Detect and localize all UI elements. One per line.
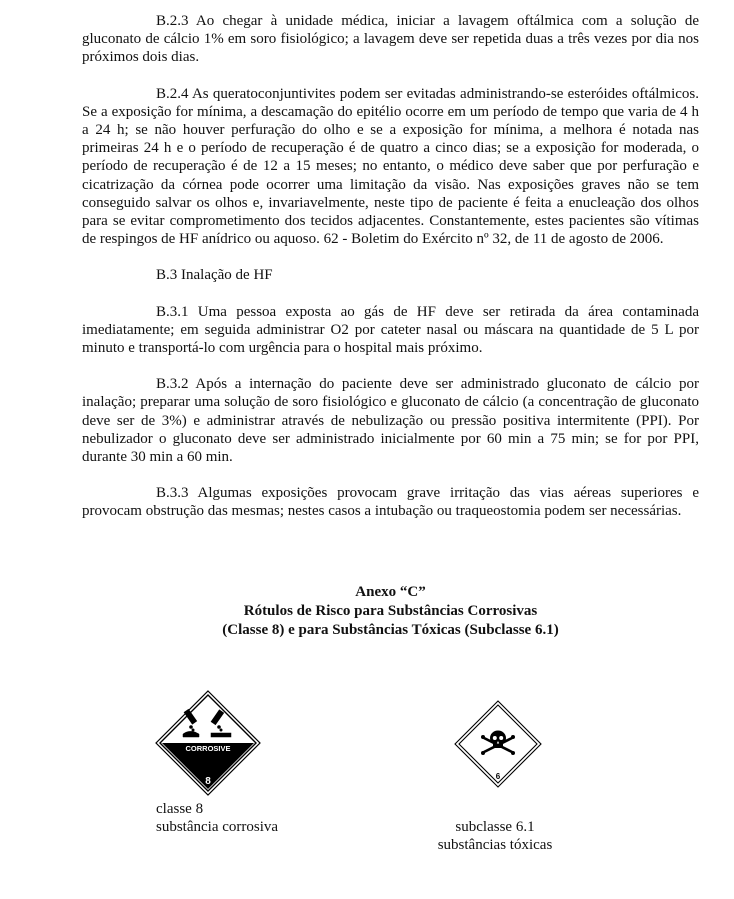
toxic-caption-line2: substâncias tóxicas [437,837,553,853]
corrosive-sign-text: CORROSIVE [185,744,231,753]
toxic-caption-line1: subclasse 6.1 [455,819,535,835]
corrosive-hazard-sign [155,690,261,796]
paragraph-b32: B.3.2 Após a internação do paciente deve ser administrado gluconato de cálcio por inalação; preparar uma solução de soro fisiológico e gluconato de cálcio (a concentração de gluconato deve ser de 3%) e administrar através de nebulização ou pressão positiva intermitente (PPI). Por nebulizador o gluconato deve ser administrado inicialmente por 60 min a 75 min; se for por PPI, durante 30 min a 60 min. [82,376,699,466]
paragraph-b23: B.2.3 Ao chegar à unidade médica, iniciar a lavagem oftálmica com a solução de gluconato de cálcio 1% em soro fisiológico; a lavagem deve ser repetida duas a três vezes por dia nos próximos dois dias. [82,13,699,66]
annex-title: Anexo “C” [355,584,426,600]
annex-subtitle-line2: (Classe 8) e para Substâncias Tóxicas (Subclasse 6.1) [222,622,559,638]
toxic-caption [420,818,570,854]
corrosive-caption [156,800,278,836]
section-heading-b3: B.3 Inalação de HF [156,267,273,284]
annex-subtitle-line1: Rótulos de Risco para Substâncias Corrosivas [243,603,538,619]
toxic-sign-number: 6 [495,772,501,781]
corrosive-caption-line1: classe 8 [156,801,204,817]
corrosive-caption-line2: substância corrosiva [156,819,279,835]
paragraph-b33: B.3.3 Algumas exposições provocam grave irritação das vias aéreas superiores e provocam obstrução das mesmas; nestes casos a intubação ou traqueostomia podem ser necessárias. [82,485,699,520]
corrosive-sign-number: 8 [205,776,211,787]
paragraph-b31: B.3.1 Uma pessoa exposta ao gás de HF deve ser retirada da área contaminada imediatamente; em seguida administrar O2 por cateter nasal ou máscara na quantidade de 5 L por minuto e transportá-lo com urgência para o hospital mais próximo. [82,303,699,357]
paragraph-b24: B.2.4 As queratoconjuntivites podem ser evitadas administrando-se esteróides oftálmicos. Se a exposição for mínima, a descamação do epitélio ocorre em um período de tempo que varia de 4 h a 24 h; se não houver perfuração do olho e se a exposição for mínima, a melhora é notada nas primeiras 24 h e o período de recuperação é de quatro a cinco dias; se a exposição for moderada, o período de recuperação é de 12 a 15 meses; no entanto, o médico deve saber que por perfuração e cicatrização da córnea pode ocorrer uma limitação da visão. Nas exposições graves não se tem conseguido salvar os olhos e, invariavelmente, neste tipo de paciente é feita a enucleação dos olhos para se evitar comprometimento dos tecidos adjacentes. Constantemente, estes pacientes são vítimas de respingos de HF anídrico ou aquoso. 62 - Boletim do Exército nº 32, de 11 de agosto de 2006. [82,85,699,248]
document-body [82,12,699,539]
toxic-hazard-sign [454,700,542,788]
annex-heading [82,583,699,640]
